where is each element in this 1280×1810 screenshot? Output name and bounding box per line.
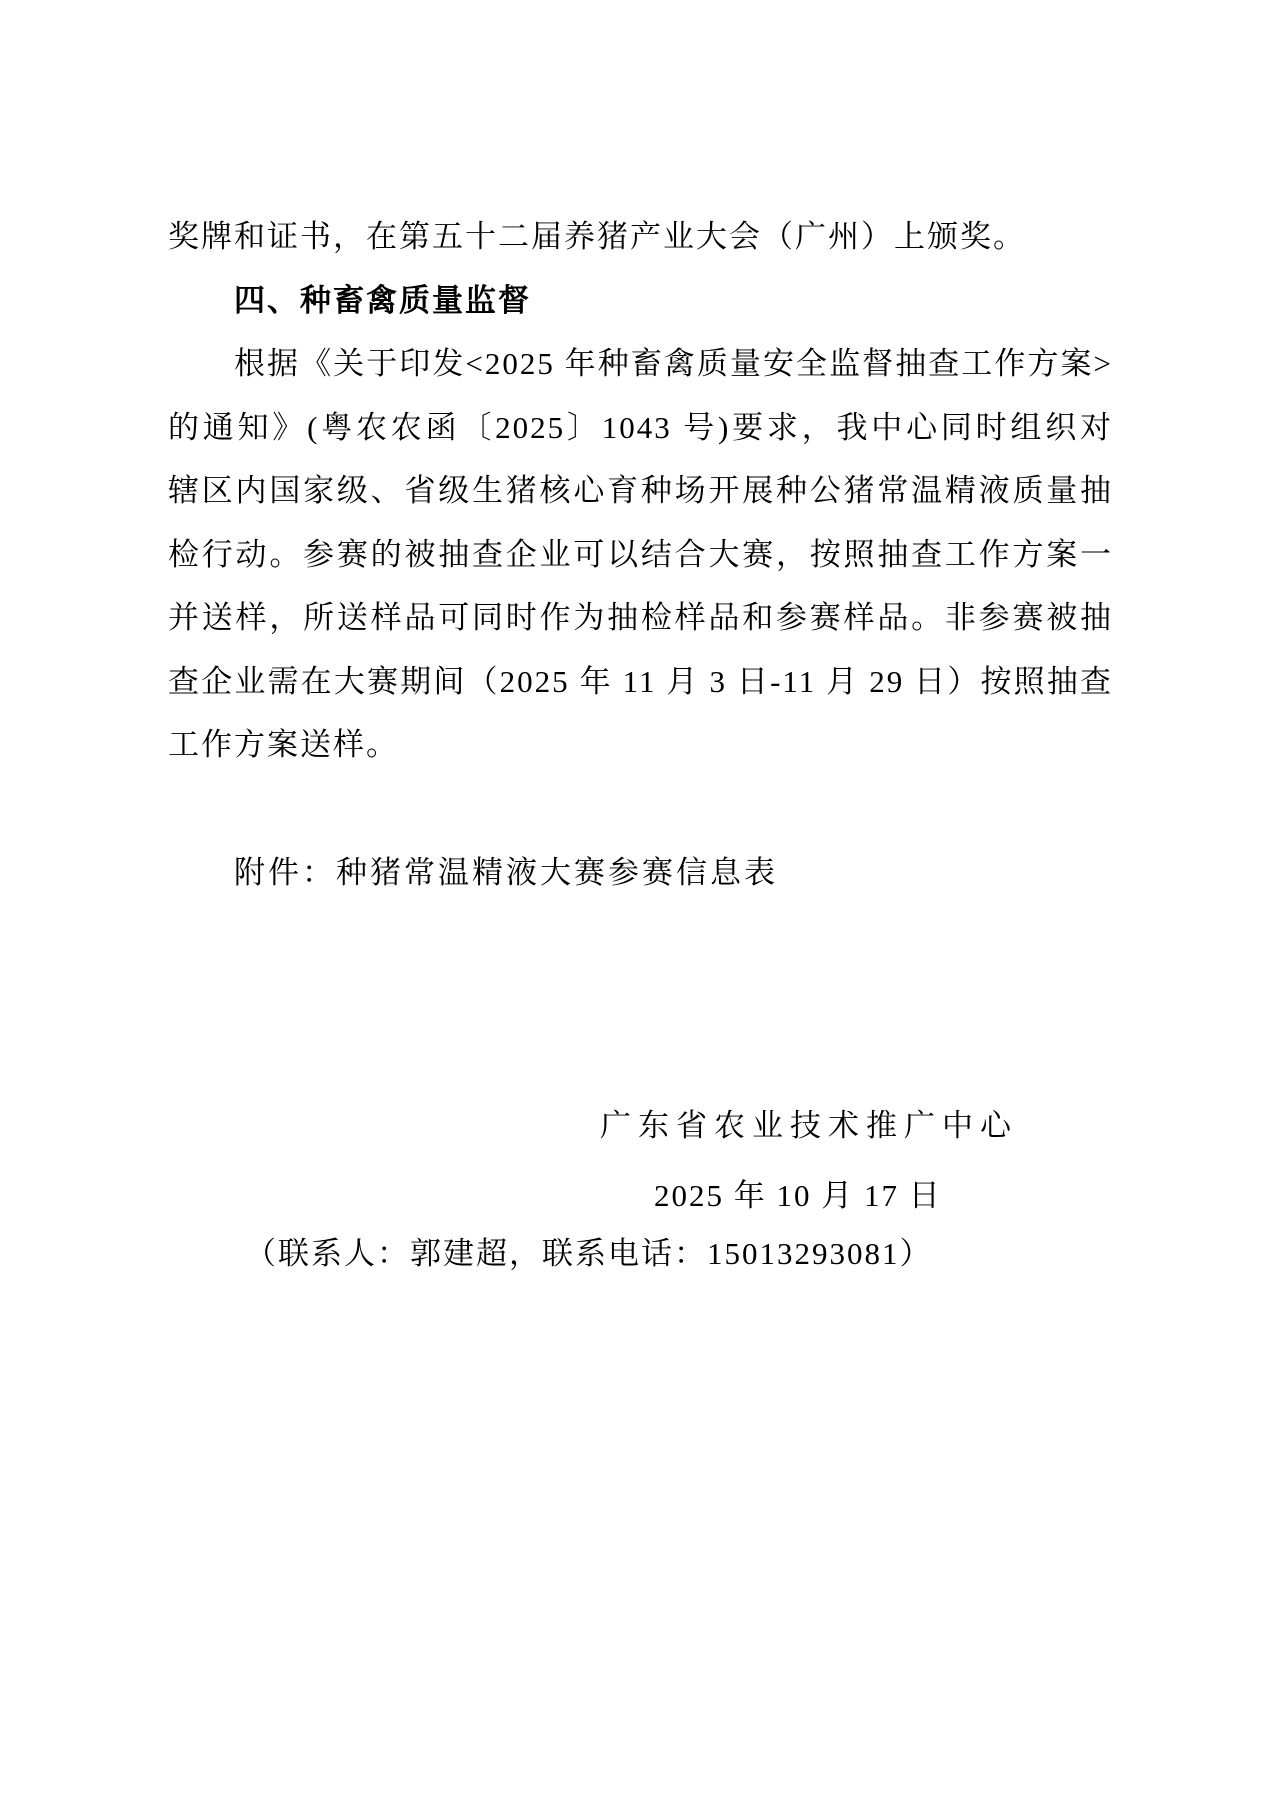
body-paragraphs bbox=[168, 205, 1113, 777]
body-line-7: 并送样，所送样品可同时作为抽检样品和参赛样品。非参赛被抽 bbox=[168, 600, 1113, 635]
body-line-6: 检行动。参赛的被抽查企业可以结合大赛，按照抽查工作方案一 bbox=[168, 536, 1113, 572]
signature-contact-line: （联系人：郭建超，联系电话：15013293081） bbox=[245, 1236, 933, 1271]
body-line-4: 的通知》(粤农农函〔2025〕1043 号)要求，我中心同时组织对 bbox=[168, 409, 1113, 445]
body-line-9: 工作方案送样。 bbox=[168, 727, 399, 762]
body-line-8: 查企业需在大赛期间（2025 年 11 月 3 日-11 月 29 日）按照抽查 bbox=[168, 663, 1113, 699]
signature-date: 2025 年 10 月 17 日 bbox=[654, 1178, 942, 1213]
attachment-line: 附件：种猪常温精液大赛参赛信息表 bbox=[234, 855, 778, 890]
body-line-3: 根据《关于印发<2025 年种畜禽质量安全监督抽查工作方案> bbox=[234, 346, 1113, 381]
body-line-1: 奖牌和证书，在第五十二届养猪产业大会（广州）上颁奖。 bbox=[168, 219, 1026, 254]
body-line-5: 辖区内国家级、省级生猪核心育种场开展种公猪常温精液质量抽 bbox=[168, 473, 1113, 508]
signature-organization: 广东省农业技术推广中心 bbox=[600, 1108, 1018, 1143]
section-heading-4: 四、种畜禽质量监督 bbox=[234, 282, 531, 318]
